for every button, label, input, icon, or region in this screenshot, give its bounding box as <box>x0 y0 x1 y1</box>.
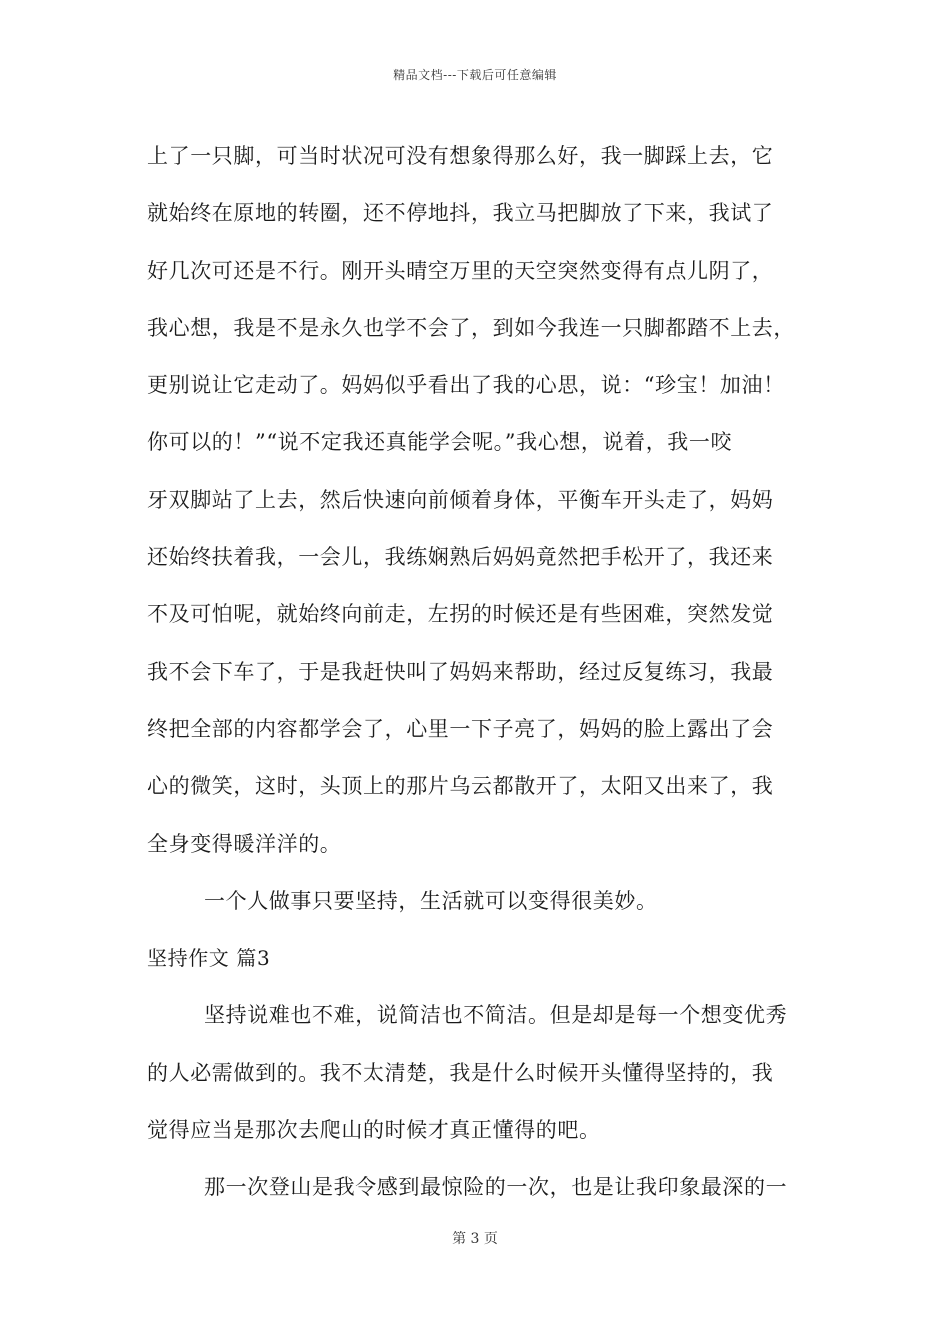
text-line: 还始终扶着我，一会儿，我练娴熟后妈妈竟然把手松开了，我还来 <box>147 545 774 570</box>
text-line: 你可以的！”“说不定我还真能学会呢。”我心想，说着，我一咬 <box>147 430 733 455</box>
text-line: 觉得应当是那次去爬山的时候才真正懂得的吧。 <box>147 1118 601 1143</box>
section-heading: 坚持作文 篇3 <box>147 946 271 971</box>
text-line: 牙双脚站了上去，然后快速向前倾着身体，平衡车开头走了，妈妈 <box>147 487 774 512</box>
text-line: 更别说让它走动了。妈妈似乎看出了我的心思，说：“珍宝！加油！ <box>147 373 785 398</box>
paragraph-line: 坚持说难也不难，说简洁也不简洁。但是却是每一个想变优秀 <box>204 1003 788 1028</box>
document-body <box>147 128 817 1217</box>
text-line: 心的微笑，这时，头顶上的那片乌云都散开了，太阳又出来了，我 <box>147 774 774 799</box>
text-line: 的人必需做到的。我不太清楚，我是什么时候开头懂得坚持的，我 <box>147 1060 774 1085</box>
text-line: 不及可怕呢，就始终向前走，左拐的时候还是有些困难，突然发觉 <box>147 602 774 627</box>
text-line: 我不会下车了，于是我赶快叫了妈妈来帮助，经过反复练习，我最 <box>147 659 774 684</box>
text-line: 上了一只脚，可当时状况可没有想象得那么好，我一脚踩上去，它 <box>147 144 774 168</box>
text-line: 我心想，我是不是永久也学不会了，到如今我连一只脚都踏不上去， <box>147 315 795 340</box>
paragraph-line: 那一次登山是我令感到最惊险的一次，也是让我印象最深的一 <box>204 1175 788 1200</box>
text-line: 就始终在原地的转圈，还不停地抖，我立马把脚放了下来，我试了 <box>147 201 774 226</box>
page-number: 第 3 页 <box>452 1231 498 1247</box>
text-line: 全身变得暖洋洋的。 <box>147 831 342 856</box>
text-line: 好几次可还是不行。刚开头晴空万里的天空突然变得有点儿阴了， <box>147 258 774 283</box>
paragraph-line: 一个人做事只要坚持，生活就可以变得很美妙。 <box>204 888 658 913</box>
text-line: 终把全部的内容都学会了，心里一下子亮了，妈妈的脸上露出了会 <box>147 716 774 741</box>
page-header: 精品文档---下载后可任意编辑 <box>393 68 557 82</box>
